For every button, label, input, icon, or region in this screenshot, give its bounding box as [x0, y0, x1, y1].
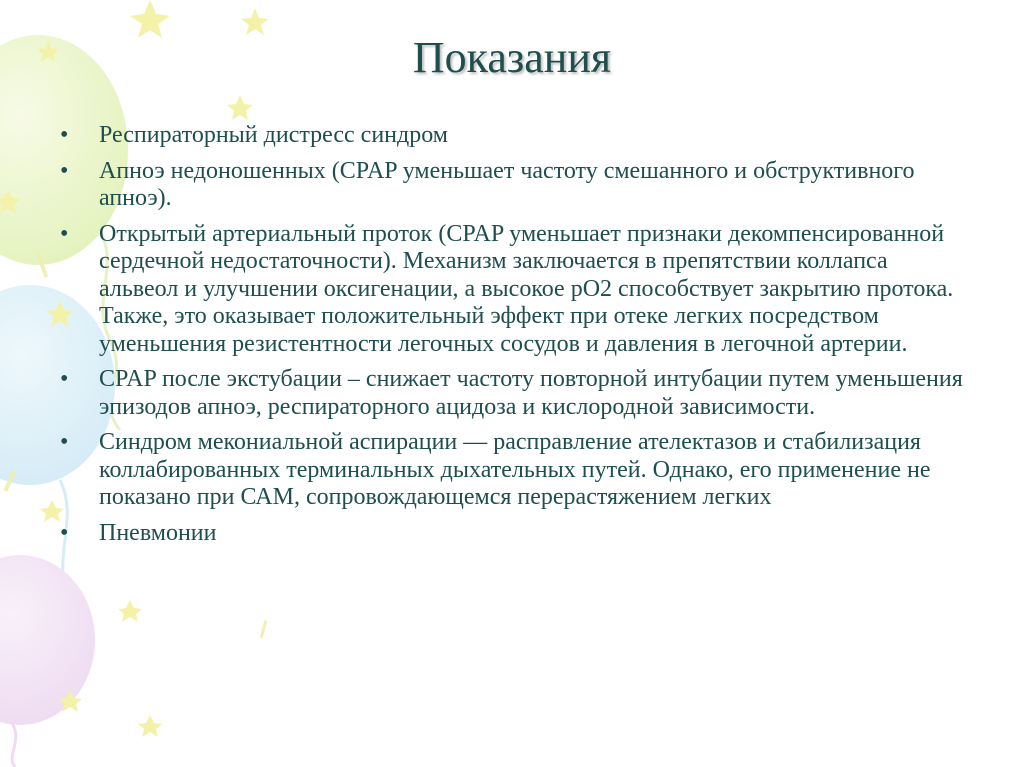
- bullet-icon: •: [60, 519, 69, 546]
- list-item: [60, 158, 965, 213]
- bullet-icon: •: [60, 157, 69, 184]
- list-item-text: Апноэ недоношенных (CPAP уменьшает частоту смешанного и обструктивного апноэ).: [99, 157, 915, 211]
- bullet-list: [60, 122, 965, 555]
- bullet-icon: •: [60, 429, 69, 455]
- bullet-icon: •: [60, 122, 69, 148]
- balloon-icon: [0, 555, 95, 767]
- bullet-icon: •: [60, 366, 69, 392]
- list-item-text: CPAP после экстубации – снижает частоту повторной интубации путем уменьшения эпизодов апноэ, респираторного ацидоза и кислородной зависимости.: [99, 366, 963, 420]
- bullet-icon: •: [60, 220, 69, 247]
- list-item: [60, 366, 965, 421]
- list-item-text: Пневмонии: [99, 519, 217, 546]
- list-item-text: Открытый артериальный проток (CPAP уменьшает признаки декомпенсированной сердечной недостаточности). Механизм заключается в препятствии коллапса альвеол и улучшении оксигенации, а высокое рО2 способствует закрытию протока. Также, это оказывает положительный эффект при отеке легких посредством уменьшения резистентности легочных сосудов и давления в легочной артерии.: [99, 220, 954, 357]
- list-item-text: Респираторный дистресс синдром: [99, 122, 448, 148]
- list-item-text: Синдром мекониальной аспирации — расправление ателектазов и стабилизация коллабированных терминальных дыхательных путей. Однако, его применение не показано при САМ, сопровождающемся перерастяжением легких: [99, 429, 931, 510]
- list-item: [60, 429, 965, 512]
- slide-title: Показания: [412, 33, 612, 82]
- list-item: [60, 221, 965, 359]
- list-item: [60, 122, 965, 150]
- list-item: [60, 520, 965, 548]
